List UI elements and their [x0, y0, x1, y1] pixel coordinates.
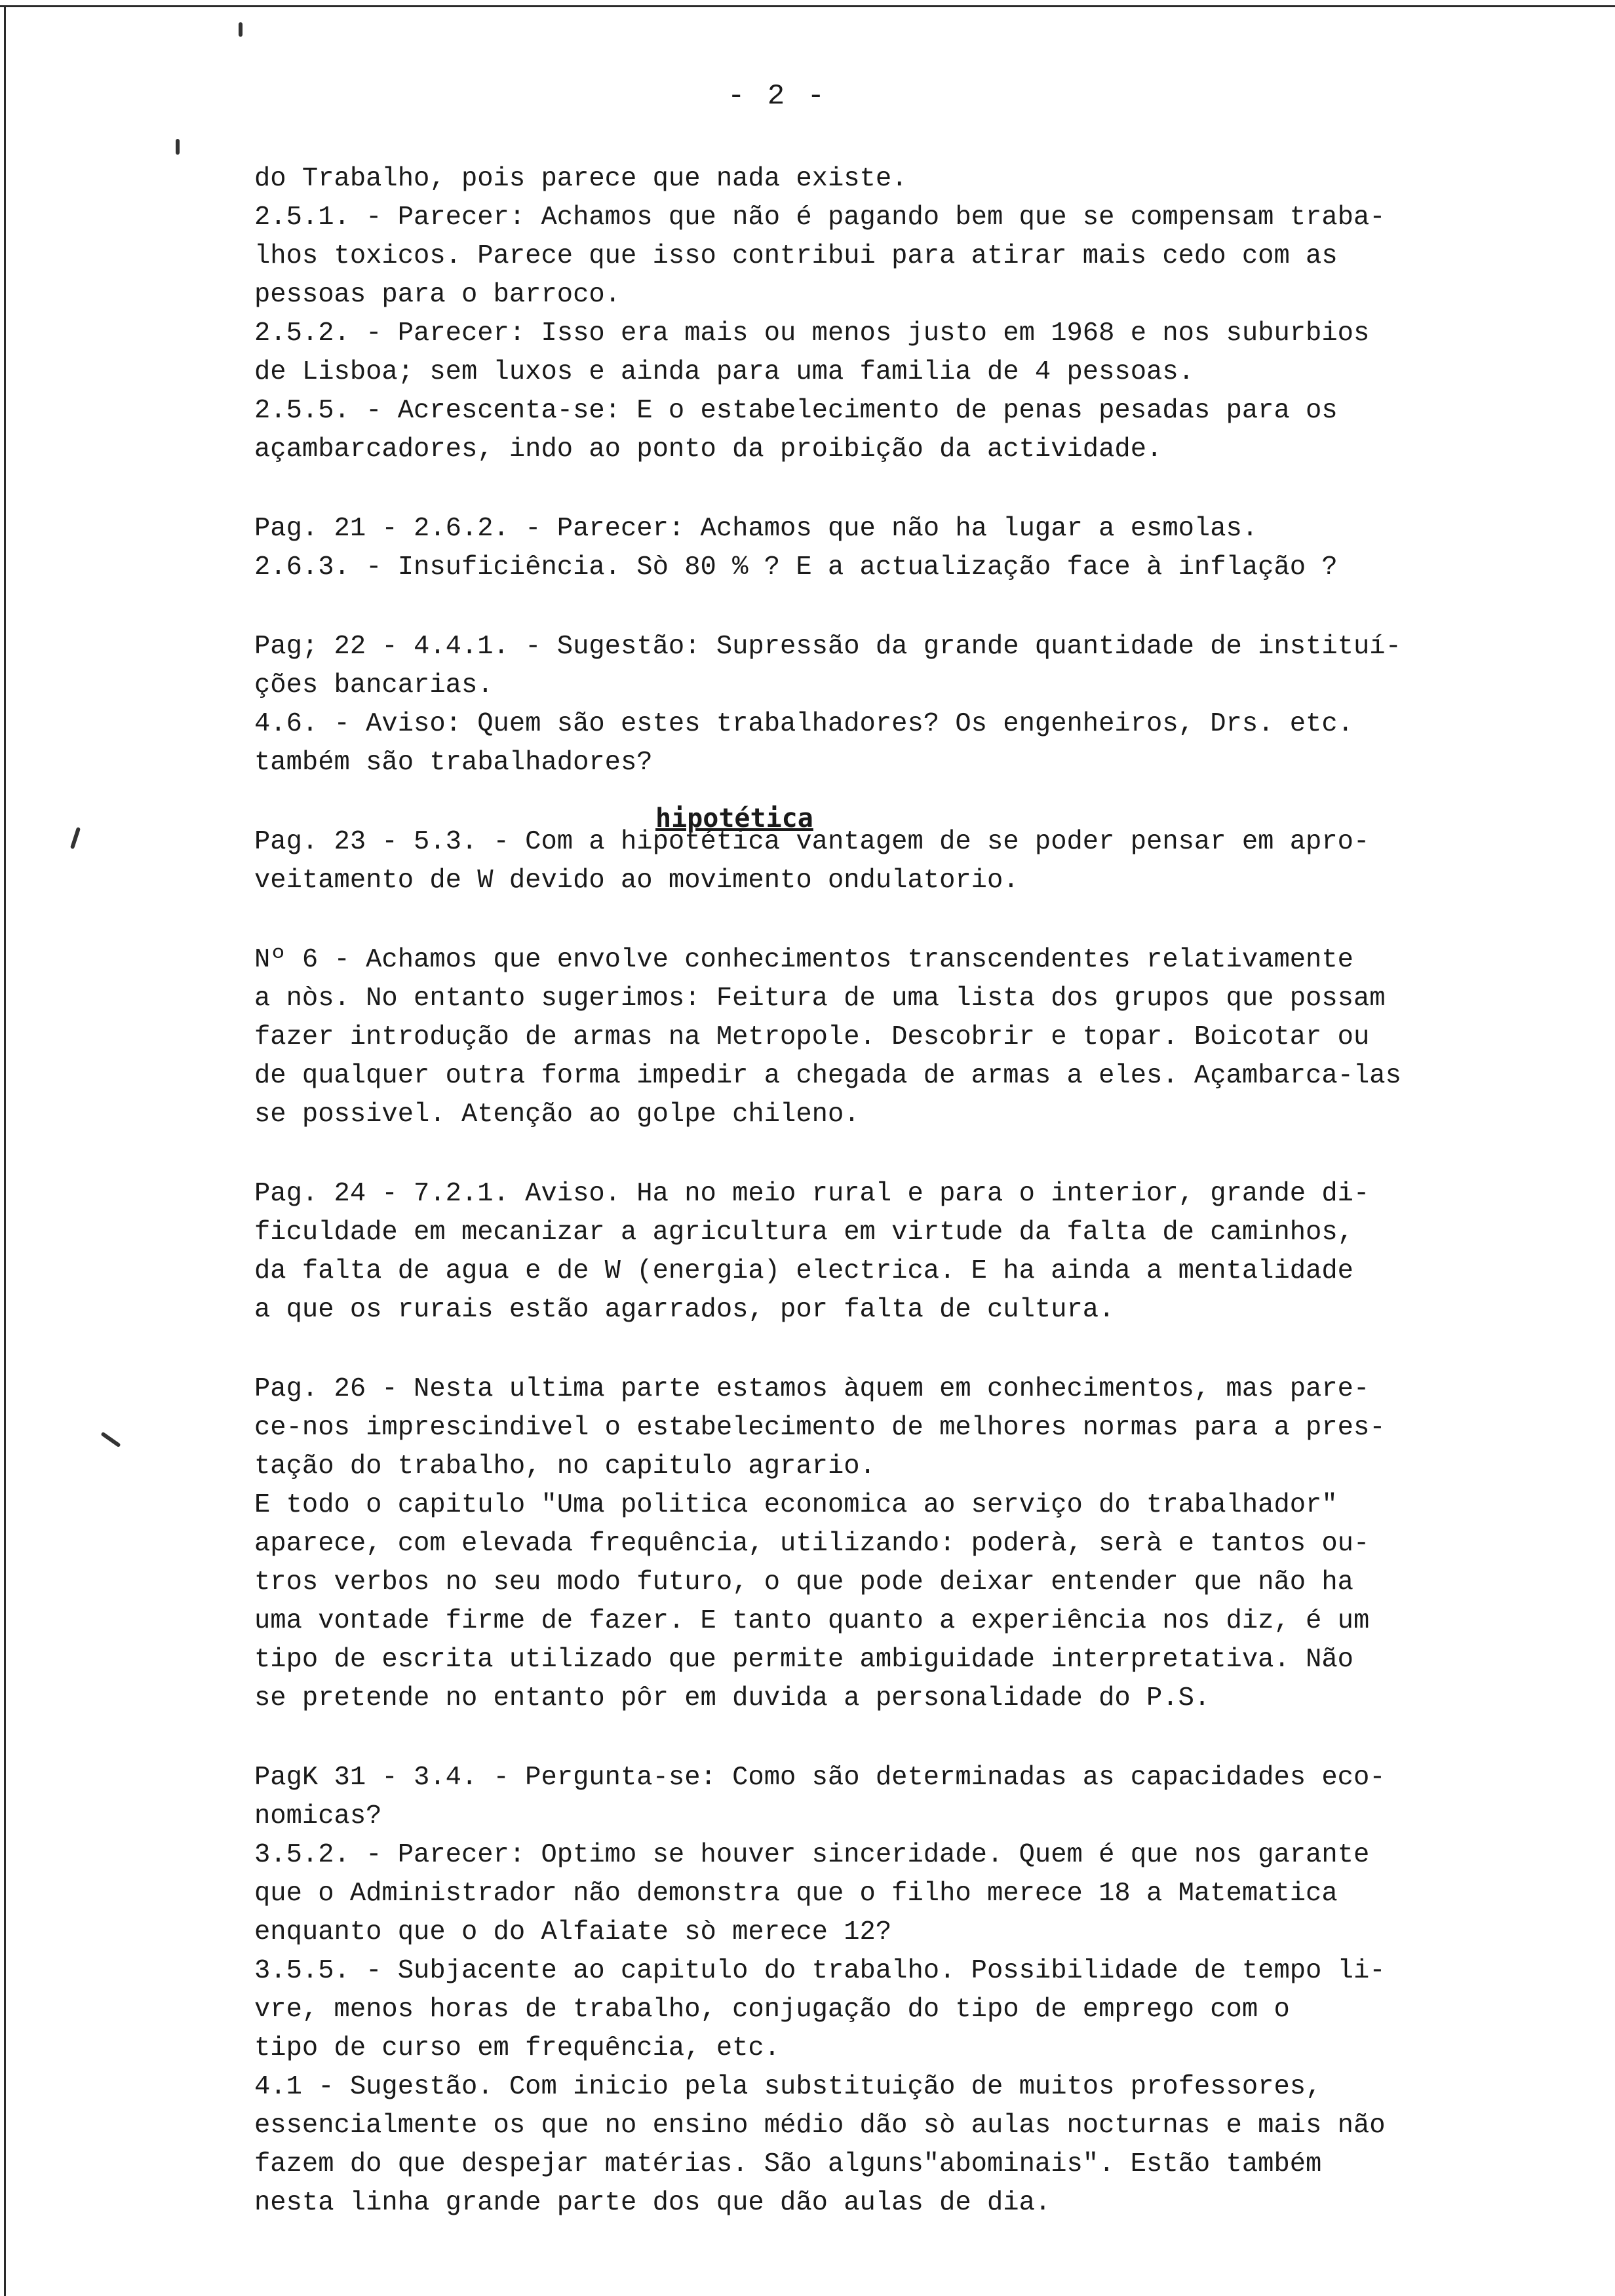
text-line: de qualquer outra forma impedir a chegada de armas a eles. Açambarca-las — [254, 1061, 1401, 1091]
text-line: veitamento de W devido ao movimento ondulatorio. — [254, 866, 1019, 896]
paragraph-1 — [254, 160, 1526, 469]
page-number: - 2 - — [728, 80, 828, 113]
text-line: 2.5.5. - Acrescenta-se: E o estabelecimento de penas pesadas para os — [254, 396, 1338, 426]
text-line: que o Administrador não demonstra que o filho merece 18 a Matematica — [254, 1879, 1338, 1909]
scan-mark-1 — [239, 22, 243, 37]
text-line: se possivel. Atenção ao golpe chileno. — [254, 1100, 860, 1130]
text-line: lhos toxicos. Parece que isso contribui para atirar mais cedo com as — [254, 241, 1338, 271]
scan-mark-3 — [70, 827, 81, 849]
paragraph-gap — [254, 782, 1526, 823]
text-line: tipo de escrita utilizado que permite ambiguidade interpretativa. Não — [254, 1645, 1353, 1675]
text-line: vre, menos horas de trabalho, conjugação do tipo de emprego com o — [254, 1995, 1290, 2025]
text-line: Pag. 23 - 5.3. - Com a hipotética vantagem de se poder pensar em apro- — [254, 827, 1370, 857]
text-line: E todo o capitulo "Uma politica economica ao serviço do trabalhador" — [254, 1490, 1338, 1520]
text-line: do Trabalho, pois parece que nada existe. — [254, 164, 908, 194]
text-line: se pretende no entanto pôr em duvida a personalidade do P.S. — [254, 1683, 1211, 1713]
text-line: PagK 31 - 3.4. - Pergunta-se: Como são determinadas as capacidades eco- — [254, 1763, 1386, 1793]
scan-top-border — [0, 5, 1615, 7]
text-line: fazer introdução de armas na Metropole. Descobrir e topar. Boicotar ou — [254, 1022, 1370, 1052]
text-line: Pag. 26 - Nesta ultima parte estamos àquem em conhecimentos, mas pare- — [254, 1374, 1370, 1404]
paragraph-gap — [254, 587, 1526, 628]
text-line: 3.5.2. - Parecer: Optimo se houver sinceridade. Quem é que nos garante — [254, 1840, 1370, 1870]
paragraph-3 — [254, 628, 1526, 782]
text-line: tros verbos no seu modo futuro, o que pode deixar entender que não ha — [254, 1567, 1353, 1598]
text-line: fazem do que despejar matérias. São alguns"abominais". Estão também — [254, 2149, 1322, 2179]
paragraph-gap — [254, 1134, 1526, 1175]
text-line: ce-nos imprescindivel o estabelecimento de melhores normas para a pres- — [254, 1413, 1386, 1443]
paragraph-gap — [254, 900, 1526, 941]
handwritten-insert: hipotética — [655, 803, 813, 833]
text-line: essencialmente os que no ensino médio dão sò aulas nocturnas e mais não — [254, 2111, 1386, 2141]
scan-left-border — [4, 5, 6, 2296]
text-line: também são trabalhadores? — [254, 748, 653, 778]
text-line: pessoas para o barroco. — [254, 280, 621, 310]
text-line: 2.6.3. - Insuficiência. Sò 80 % ? E a actualização face à inflação ? — [254, 552, 1338, 583]
text-line: 2.5.1. - Parecer: Achamos que não é pagando bem que se compensam traba- — [254, 202, 1386, 233]
text-line: 4.1 - Sugestão. Com inicio pela substituição de muitos professores, — [254, 2072, 1322, 2102]
document-body — [254, 160, 1526, 2223]
text-line: Nº 6 - Achamos que envolve conhecimentos transcendentes relativamente — [254, 945, 1353, 975]
text-line: tação do trabalho, no capitulo agrario. — [254, 1451, 876, 1482]
text-line: nesta linha grande parte dos que dão aulas de dia. — [254, 2188, 1051, 2218]
paragraph-4 — [254, 823, 1526, 900]
paragraph-2 — [254, 510, 1526, 587]
text-line: uma vontade firme de fazer. E tanto quanto a experiência nos diz, é um — [254, 1606, 1370, 1636]
text-line: 2.5.2. - Parecer: Isso era mais ou menos justo em 1968 e nos suburbios — [254, 318, 1370, 349]
scan-mark-2 — [176, 139, 180, 155]
text-line: ções bancarias. — [254, 670, 494, 700]
text-line: Pag. 21 - 2.6.2. - Parecer: Achamos que não ha lugar a esmolas. — [254, 514, 1258, 544]
text-line: ficuldade em mecanizar a agricultura em virtude da falta de caminhos, — [254, 1217, 1353, 1248]
paragraph-gap — [254, 1718, 1526, 1759]
text-line: a nòs. No entanto sugerimos: Feitura de uma lista dos grupos que possam — [254, 984, 1386, 1014]
paragraph-6 — [254, 1175, 1526, 1330]
text-line: Pag. 24 - 7.2.1. Aviso. Ha no meio rural e para o interior, grande di- — [254, 1179, 1370, 1209]
text-line: de Lisboa; sem luxos e ainda para uma familia de 4 pessoas. — [254, 357, 1194, 387]
text-line: tipo de curso em frequência, etc. — [254, 2033, 781, 2063]
paragraph-gap — [254, 469, 1526, 510]
paragraph-8 — [254, 1759, 1526, 2223]
paragraph-7 — [254, 1370, 1526, 1718]
text-line: enquanto que o do Alfaiate sò merece 12? — [254, 1917, 892, 1947]
text-line: a que os rurais estão agarrados, por falta de cultura. — [254, 1295, 1115, 1325]
text-line: nomicas? — [254, 1801, 382, 1831]
paragraph-gap — [254, 1330, 1526, 1370]
text-line: Pag; 22 - 4.4.1. - Sugestão: Supressão da grande quantidade de instituí- — [254, 632, 1401, 662]
text-line: açambarcadores, indo ao ponto da proibição da actividade. — [254, 434, 1163, 465]
scan-mark-4 — [100, 1432, 121, 1447]
text-line: aparece, com elevada frequência, utilizando: poderà, serà e tantos ou- — [254, 1529, 1370, 1559]
text-line: 3.5.5. - Subjacente ao capitulo do trabalho. Possibilidade de tempo li- — [254, 1956, 1386, 1986]
text-line: 4.6. - Aviso: Quem são estes trabalhadores? Os engenheiros, Drs. etc. — [254, 709, 1353, 739]
text-line: da falta de agua e de W (energia) electrica. E ha ainda a mentalidade — [254, 1256, 1353, 1286]
paragraph-5 — [254, 941, 1526, 1134]
